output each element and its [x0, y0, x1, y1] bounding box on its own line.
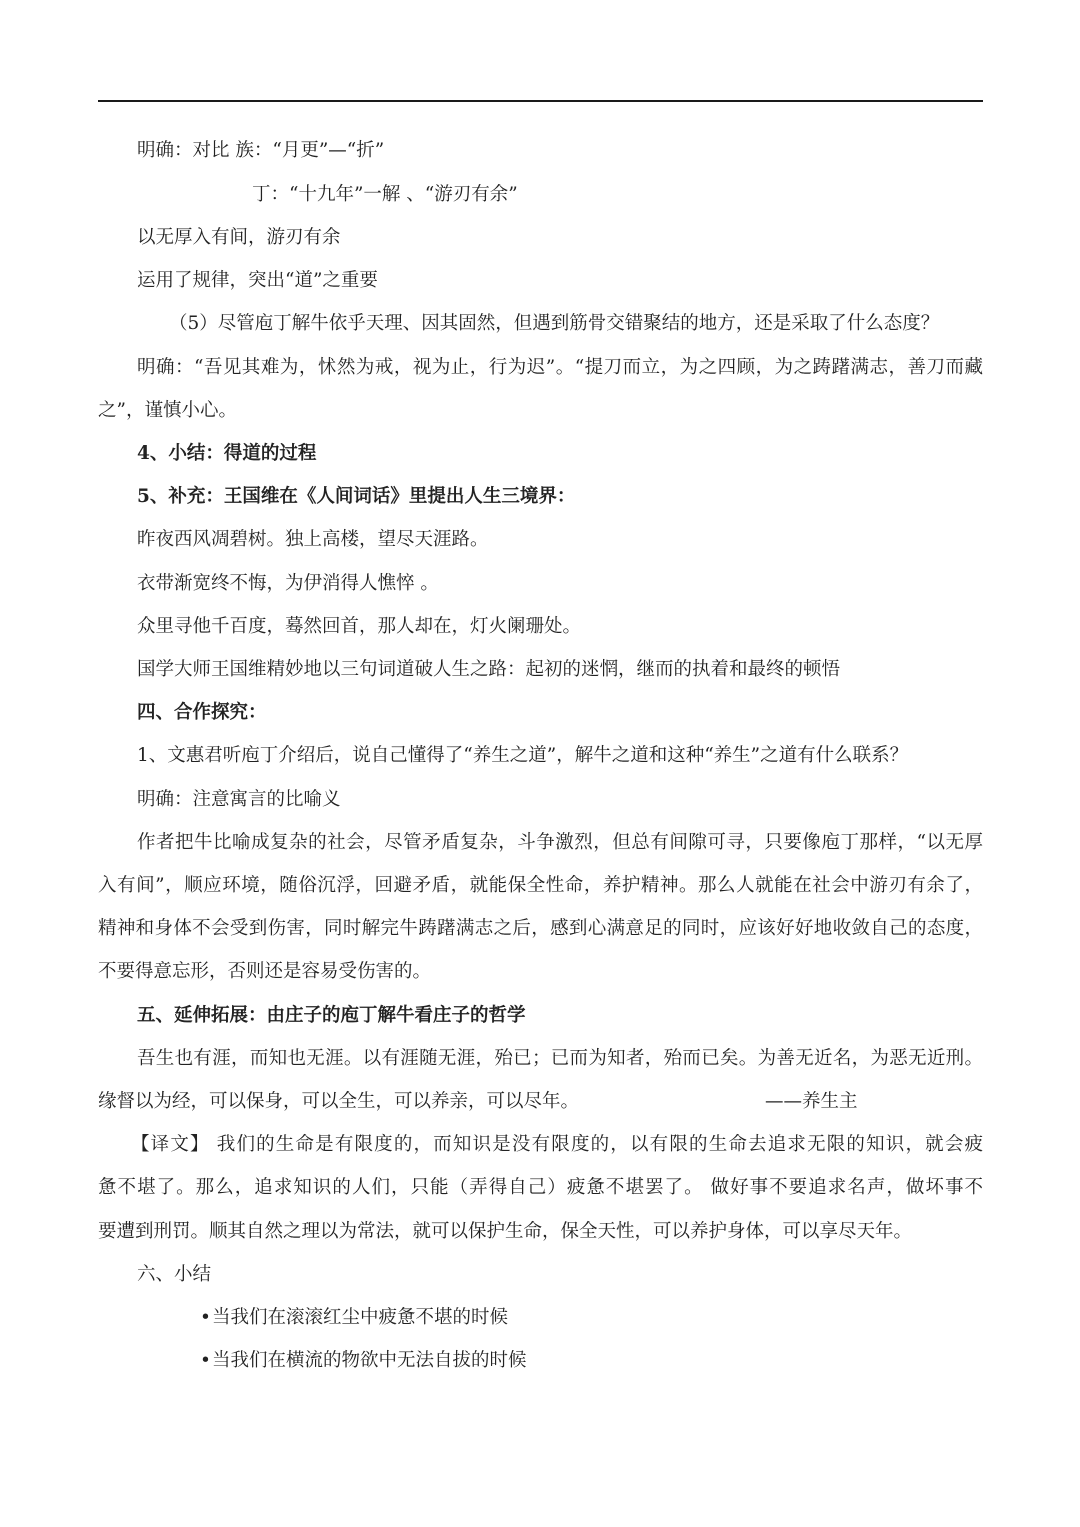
bullet-text: 当我们在滚滚红尘中疲惫不堪的时候	[212, 1307, 509, 1328]
text-line: （5）尽管庖丁解牛依乎天理、因其固然，但遇到筋骨交错聚结的地方，还是采取了什么态度？	[169, 313, 940, 334]
text-line: 【译文】 我们的生命是有限度的，而知识是没有限度的，以有限的生命去追求无限的知识，就会疲	[131, 1134, 983, 1155]
text-line: 缘督以为经，可以保身，可以全生，可以养亲，可以尽年。	[98, 1091, 580, 1112]
source-attribution: ——养生主	[765, 1091, 858, 1112]
text-line: 明确：对比 族：“月更”—“折”	[137, 140, 385, 161]
text-line: 国学大师王国维精妙地以三句词道破人生之路：起初的迷惘，继而的执着和最终的顿悟	[137, 659, 841, 680]
text-line: 衣带渐宽终不悔，为伊消得人憔悴 。	[137, 573, 439, 594]
section-heading: 4、小结：得道的过程	[137, 443, 317, 464]
bullet-item	[200, 1306, 508, 1330]
text-line: 要遭到刑罚。顺其自然之理以为常法，就可以保护生命，保全天性，可以养护身体，可以享尽天年。	[98, 1221, 913, 1242]
text-line: 作者把牛比喻成复杂的社会，尽管矛盾复杂，斗争激烈，但总有间隙可寻，只要像庖丁那样，“以无厚	[137, 832, 983, 853]
bullet-icon: •	[200, 1350, 211, 1371]
text-line: 明确：“吾见其难为，怵然为戒，视为止，行为迟”。“提刀而立，为之四顾，为之踌躇满志，善刀而藏	[137, 357, 983, 378]
text-line: 精神和身体不会受到伤害，同时解完牛踌躇满志之后，感到心满意足的同时，应该好好地收敛自己的态度，	[98, 918, 983, 939]
bullet-item	[200, 1349, 527, 1373]
section-heading: 5、补充：王国维在《人间词话》里提出人生三境界：	[137, 486, 576, 507]
text-line: 吾生也有涯，而知也无涯。以有涯随无涯，殆已；已而为知者，殆而已矣。为善无近名，为恶无近刑。	[137, 1048, 983, 1069]
bullet-text: 当我们在横流的物欲中无法自拔的时候	[212, 1350, 527, 1371]
text-line: 1、文惠君听庖丁介绍后，说自己懂得了“养生之道”，解牛之道和这种“养生”之道有什么联系？	[137, 745, 909, 766]
text-line: 入有间”，顺应环境，随俗沉浮，回避矛盾，就能保全性命，养护精神。那么人就能在社会中游刃有余了，	[98, 875, 983, 896]
text-line: 运用了规律，突出“道”之重要	[137, 270, 378, 291]
text-line: 以无厚入有间，游刃有余	[137, 227, 341, 248]
text-line: 昨夜西风凋碧树。独上高楼，望尽天涯路。	[137, 529, 489, 550]
text-line: 丁：“十九年”一解 、“游刃有余”	[252, 184, 518, 205]
text-line: 不要得意忘形，否则还是容易受伤害的。	[98, 961, 432, 982]
bullet-icon: •	[200, 1307, 211, 1328]
text-line: 众里寻他千百度，蓦然回首，那人却在，灯火阑珊处。	[137, 616, 582, 637]
section-heading: 四、合作探究：	[137, 702, 267, 723]
text-line: 惫不堪了。那么，追求知识的人们，只能（弄得自己）疲惫不堪罢了。 做好事不要追求名声，做坏事不	[98, 1177, 983, 1198]
section-heading: 五、延伸拓展：由庄子的庖丁解牛看庄子的哲学	[137, 1005, 526, 1026]
section-heading: 六、小结	[137, 1264, 212, 1285]
text-line: 明确：注意寓言的比喻义	[137, 789, 341, 810]
text-line: 之”，谨慎小心。	[98, 400, 237, 421]
header-rule	[98, 100, 983, 102]
